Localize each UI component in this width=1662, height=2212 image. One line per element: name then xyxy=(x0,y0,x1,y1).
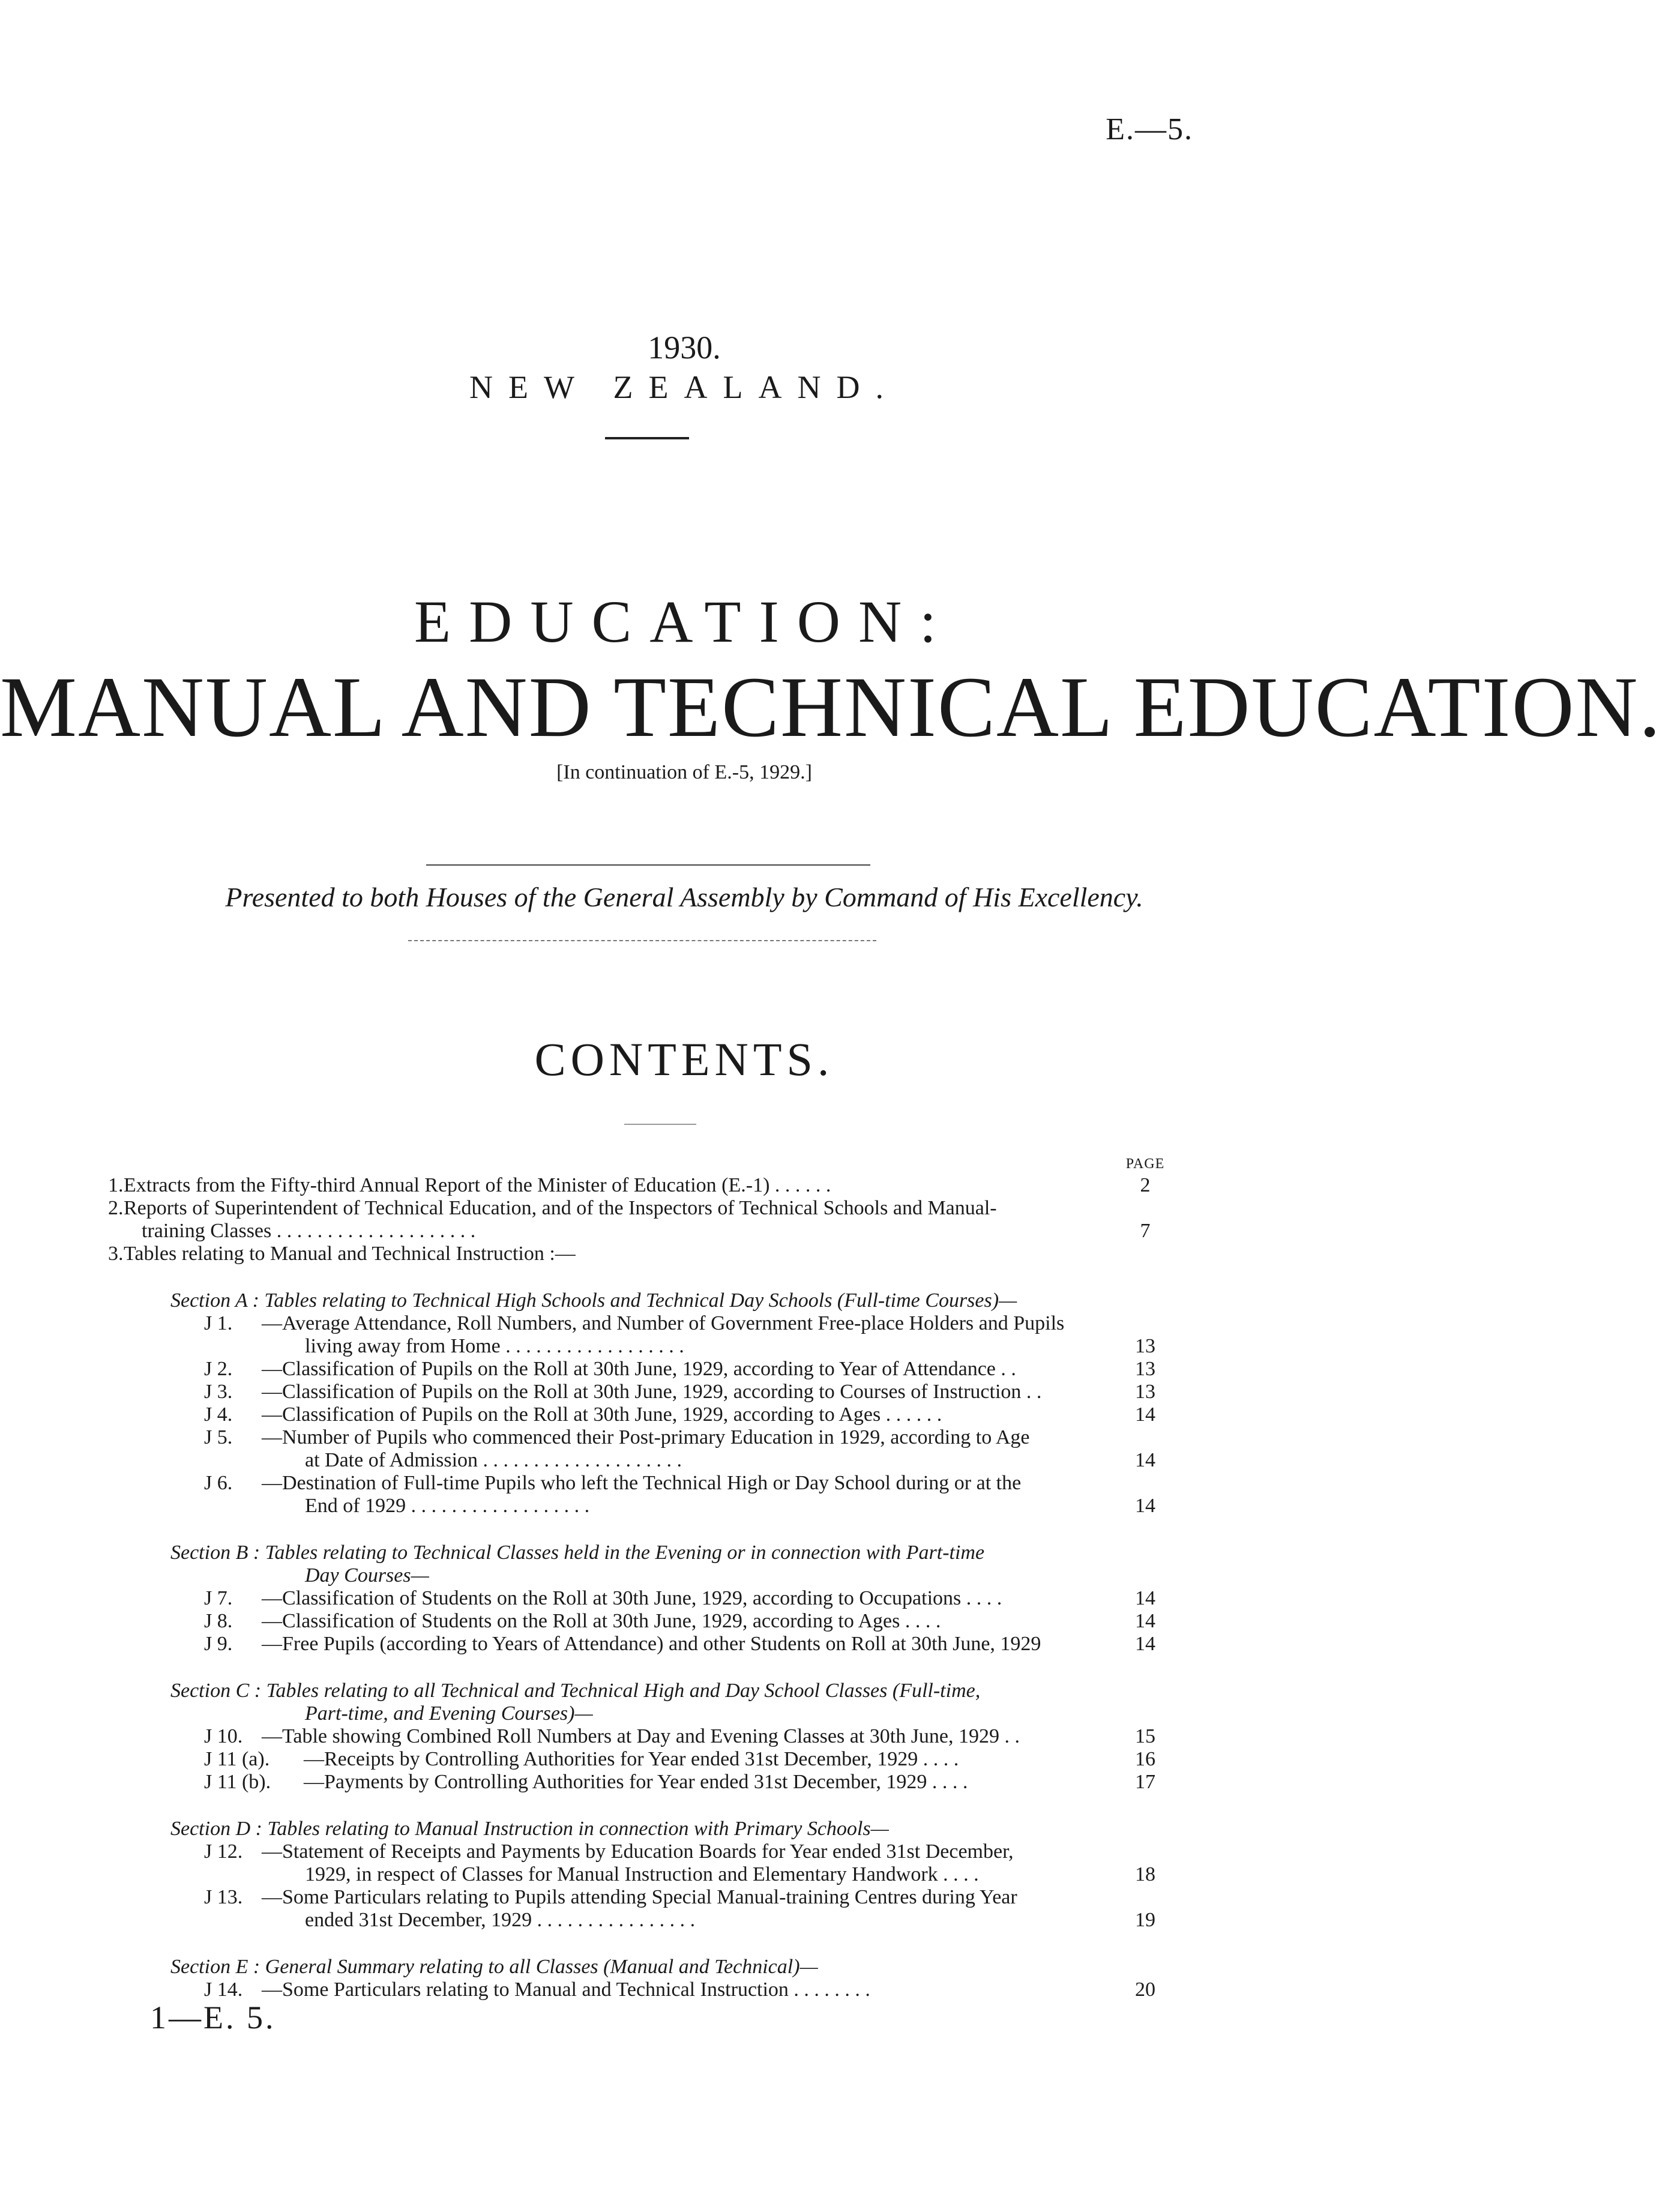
divider xyxy=(426,864,870,866)
item-number: 2. xyxy=(108,1197,124,1219)
entry-text: —Classification of Students on the Roll at 30th June, 1929, according to Occupations . . . . xyxy=(262,1587,1002,1609)
item-number: 1. xyxy=(108,1174,124,1196)
divider xyxy=(624,1124,696,1125)
entry-code: J 10. xyxy=(204,1725,243,1747)
table-entry xyxy=(0,1403,1368,1426)
year: 1930. xyxy=(648,330,721,366)
table-entry xyxy=(0,1358,1368,1381)
table-entry xyxy=(0,1978,1368,2001)
entry-text: ended 31st December, 1929 . . . . . . . . . . . . . . . . xyxy=(305,1909,696,1931)
item-text: training Classes . . . . . . . . . . . . . . . . . . . . xyxy=(142,1220,476,1242)
footer-signature: 1—E. 5. xyxy=(150,2000,276,2036)
entry-code: J 1. xyxy=(204,1312,233,1334)
table-entry xyxy=(0,1840,1368,1863)
entry-code: J 11 (b). xyxy=(204,1771,271,1793)
entry-code: J 12. xyxy=(204,1840,243,1863)
item-text: Extracts from the Fifty-third Annual Report of the Minister of Education (E.-1) . . . . . . xyxy=(124,1174,831,1196)
entry-page: 13 xyxy=(1135,1381,1155,1403)
item-text: Reports of Superintendent of Technical Education, and of the Inspectors of Technical Schools and Manual- xyxy=(124,1197,997,1219)
table-entry xyxy=(0,1610,1368,1633)
section-heading: Part-time, and Evening Courses)— xyxy=(305,1702,593,1725)
entry-code: J 11 (a). xyxy=(204,1748,270,1770)
entry-text: —Number of Pupils who commenced their Post-primary Education in 1929, according to Age xyxy=(262,1426,1030,1448)
entry-text: 1929, in respect of Classes for Manual Instruction and Elementary Handwork . . . . xyxy=(305,1863,979,1885)
entry-text: —Classification of Students on the Roll at 30th June, 1929, according to Ages . . . . xyxy=(262,1610,941,1632)
entry-text: —Payments by Controlling Authorities for Year ended 31st December, 1929 . . . . xyxy=(304,1771,968,1793)
item-text: Tables relating to Manual and Technical Instruction :— xyxy=(124,1243,576,1265)
presented-line: Presented to both Houses of the General Assembly by Command of His Excellency. xyxy=(225,882,1143,912)
contents-item xyxy=(0,1220,1368,1243)
table-entry xyxy=(0,1381,1368,1403)
entry-text: —Destination of Full-time Pupils who left the Technical High or Day School during or at the xyxy=(262,1472,1022,1494)
entry-code: J 8. xyxy=(204,1610,233,1632)
item-page: 2 xyxy=(1140,1174,1151,1196)
entry-page: 16 xyxy=(1135,1748,1155,1770)
entry-code: J 2. xyxy=(204,1358,233,1380)
entry-text: —Free Pupils (according to Years of Attendance) and other Students on Roll at 30th June, 1929 xyxy=(262,1633,1041,1655)
entry-page: 13 xyxy=(1135,1358,1155,1380)
entry-text: —Statement of Receipts and Payments by Education Boards for Year ended 31st December, xyxy=(262,1840,1014,1863)
entry-page: 19 xyxy=(1135,1909,1155,1931)
table-entry xyxy=(0,1449,1368,1472)
entry-page: 14 xyxy=(1135,1610,1155,1632)
contents-item xyxy=(0,1197,1368,1220)
section-heading: Section D : Tables relating to Manual Instruction in connection with Primary Schools— xyxy=(170,1818,889,1840)
table-entry xyxy=(0,1495,1368,1517)
subtitle: [In continuation of E.-5, 1929.] xyxy=(556,761,812,783)
section-heading: Section B : Tables relating to Technical Classes held in the Evening or in connection with Part-time xyxy=(170,1541,985,1564)
entry-text: at Date of Admission . . . . . . . . . . . . . . . . . . . . xyxy=(305,1449,682,1471)
table-entry xyxy=(0,1472,1368,1495)
table-entry xyxy=(0,1886,1368,1909)
entry-code: J 3. xyxy=(204,1381,233,1403)
entry-text: —Classification of Pupils on the Roll at 30th June, 1929, according to Courses of Instruction . . xyxy=(262,1381,1042,1403)
item-page: 7 xyxy=(1140,1220,1151,1242)
entry-text: End of 1929 . . . . . . . . . . . . . . . . . . xyxy=(305,1495,590,1517)
divider xyxy=(605,437,689,439)
entry-page: 20 xyxy=(1135,1978,1155,2001)
table-entry xyxy=(0,1748,1368,1771)
title-main: MANUAL AND TECHNICAL EDUCATION. xyxy=(0,660,1662,755)
entry-code: J 9. xyxy=(204,1633,233,1655)
table-entry xyxy=(0,1725,1368,1748)
page-column-label: PAGE xyxy=(1125,1156,1165,1172)
country: NEW ZEALAND. xyxy=(469,369,899,405)
table-entry xyxy=(0,1909,1368,1932)
entry-code: J 14. xyxy=(204,1978,243,2001)
document-reference: E.—5. xyxy=(1106,112,1193,146)
entry-page: 14 xyxy=(1135,1495,1155,1517)
entry-code: J 5. xyxy=(204,1426,233,1448)
entry-text: —Some Particulars relating to Pupils attending Special Manual-training Centres during Year xyxy=(262,1886,1017,1908)
entry-page: 17 xyxy=(1135,1771,1155,1793)
section-heading: Section E : General Summary relating to all Classes (Manual and Technical)— xyxy=(170,1956,818,1978)
entry-text: —Some Particulars relating to Manual and Technical Instruction . . . . . . . . xyxy=(262,1978,870,2001)
entry-code: J 4. xyxy=(204,1403,233,1426)
entry-page: 14 xyxy=(1135,1449,1155,1471)
section-heading: Section C : Tables relating to all Technical and Technical High and Day School Classes (Full-time, xyxy=(170,1680,981,1702)
entry-code: J 7. xyxy=(204,1587,233,1609)
entry-page: 14 xyxy=(1135,1403,1155,1426)
table-entry xyxy=(0,1633,1368,1656)
table-entry xyxy=(0,1863,1368,1886)
entry-text: —Classification of Pupils on the Roll at 30th June, 1929, according to Ages . . . . . . xyxy=(262,1403,942,1426)
table-entry xyxy=(0,1312,1368,1335)
table-entry xyxy=(0,1587,1368,1610)
contents-heading: CONTENTS. xyxy=(534,1033,834,1085)
entry-page: 13 xyxy=(1135,1335,1155,1357)
entry-text: living away from Home . . . . . . . . . . . . . . . . . . xyxy=(305,1335,684,1357)
entry-page: 18 xyxy=(1135,1863,1155,1885)
divider xyxy=(408,940,876,941)
table-entry xyxy=(0,1426,1368,1449)
table-entry xyxy=(0,1335,1368,1358)
entry-page: 14 xyxy=(1135,1633,1155,1655)
contents-item xyxy=(0,1243,1368,1265)
section-heading: Day Courses— xyxy=(305,1564,429,1587)
entry-code: J 13. xyxy=(204,1886,243,1908)
entry-text: —Classification of Pupils on the Roll at 30th June, 1929, according to Year of Attendance . . xyxy=(262,1358,1016,1380)
entry-text: —Average Attendance, Roll Numbers, and Number of Government Free-place Holders and Pupils xyxy=(262,1312,1065,1334)
contents-item xyxy=(0,1174,1368,1197)
entry-code: J 6. xyxy=(204,1472,233,1494)
entry-text: —Table showing Combined Roll Numbers at Day and Evening Classes at 30th June, 1929 . . xyxy=(262,1725,1020,1747)
entry-text: —Receipts by Controlling Authorities for Year ended 31st December, 1929 . . . . xyxy=(304,1748,959,1770)
table-entry xyxy=(0,1771,1368,1794)
entry-page: 14 xyxy=(1135,1587,1155,1609)
entry-page: 15 xyxy=(1135,1725,1155,1747)
title-education: EDUCATION: xyxy=(414,588,954,655)
section-heading: Section A : Tables relating to Technical High Schools and Technical Day Schools (Full-time Courses)— xyxy=(170,1289,1017,1312)
item-number: 3. xyxy=(108,1243,124,1265)
